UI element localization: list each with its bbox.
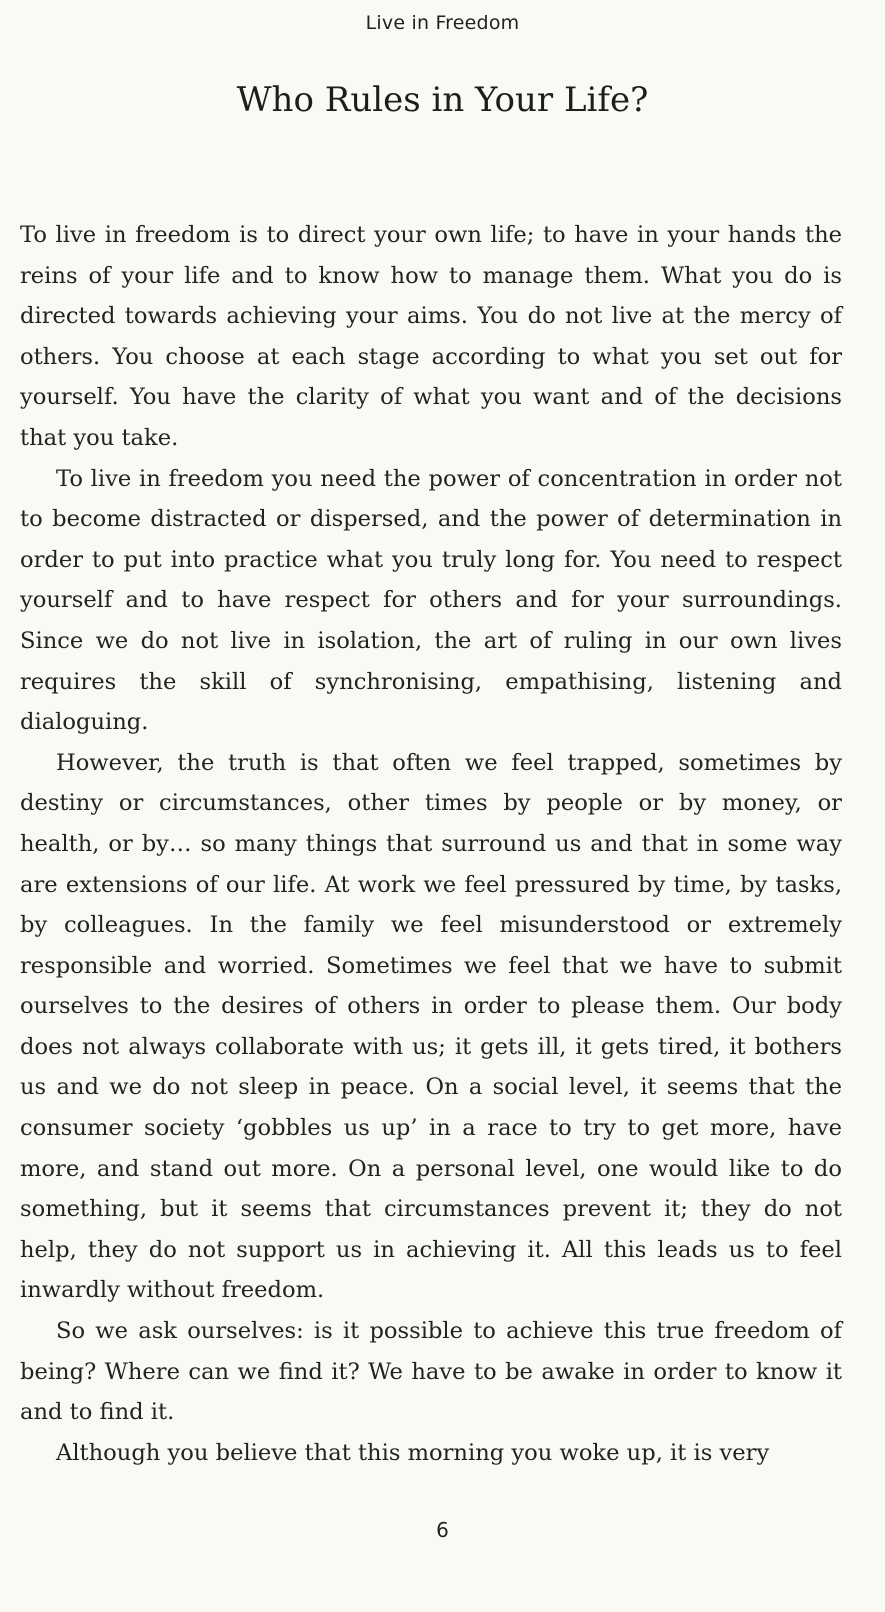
chapter-title: Who Rules in Your Life? — [236, 80, 649, 120]
paragraph: To live in freedom is to direct your own life; to have in your hands the reins of your life and to know how to manage them. What you do is directed towards achieving your aims. You do not live at the mercy of others. You choose at each stage according to what you set out for yourself. You have the clarity of what you want and of the decisions that you take. — [20, 222, 842, 451]
paragraph: However, the truth is that often we feel trapped, sometimes by destiny or circumstances, other times by people or by money, or health, or by… so many things that surround us and that in some way are extensions of our life. At work we feel pressured by time, by tasks, by colleagues. In the family we feel misunderstood or extremely responsible and worried. Sometimes we feel that we have to submit ourselves to the desires of others in order to please them. Our body does not always collaborate with us; it gets ill, it gets tired, it bothers us and we do not sleep in peace. On a social level, it seems that the consumer society ‘gobbles us up’ in a race to try to get more, have more, and stand out more. On a personal level, one would like to do something, but it seems that circumstances prevent it; they do not help, they do not support us in achieving it. All this leads us to feel inwardly without freedom. — [20, 749, 842, 1304]
body-text — [20, 215, 842, 1473]
paragraph: Although you believe that this morning you woke up, it is very — [56, 1439, 770, 1466]
running-head: Live in Freedom — [365, 12, 520, 34]
paragraph: To live in freedom you need the power of concentration in order not to become distracted or dispersed, and the power of determination in order to put into practice what you truly long for. You need to respect yourself and to have respect for others and for your surroundings. Since we do not live in isolation, the art of ruling in our own lives requires the skill of synchronising, empathising, listening and dialoguing. — [20, 465, 842, 736]
paragraph: So we ask ourselves: is it possible to achieve this true freedom of being? Where can we find it? We have to be awake in order to know it and to find it. — [20, 1318, 842, 1426]
page-number: 6 — [436, 1518, 449, 1542]
